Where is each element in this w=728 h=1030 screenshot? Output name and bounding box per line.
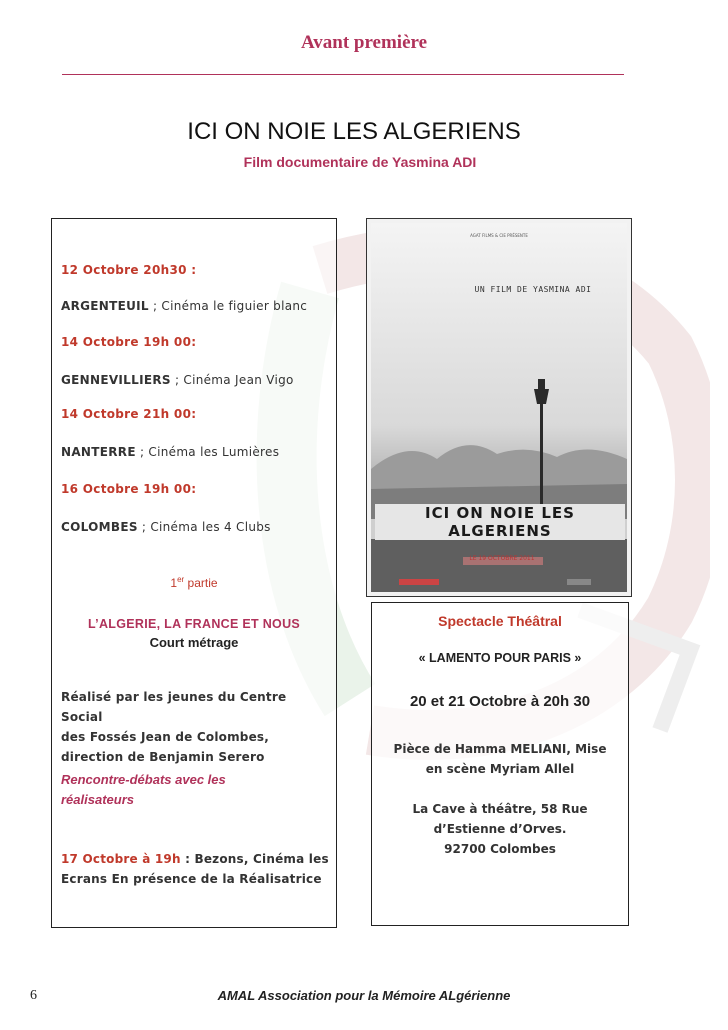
venue-line: d’Estienne d’Orves. [433, 822, 567, 836]
venue-line: La Cave à théâtre, 58 Rue [412, 802, 588, 816]
part-label [52, 575, 336, 590]
screening-place [61, 445, 279, 459]
author-line: en scène Myriam Allel [425, 762, 575, 776]
screening-place [61, 299, 307, 313]
screening-venue: ; Cinéma les 4 Clubs [137, 520, 271, 534]
screening-date: 14 Octobre 21h 00: [61, 407, 197, 421]
debate-line: Rencontre-débats avec les [61, 772, 226, 787]
author-line: Pièce de Hamma MELIANI, Mise [393, 742, 607, 756]
poster-graffiti: ICI ON NOIE LES ALGERIENS [375, 504, 625, 540]
screening-date: 16 Octobre 19h 00: [61, 482, 197, 496]
header-title: Avant première [300, 32, 428, 53]
footer-text: AMAL Association pour la Mémoire ALgérienne [217, 988, 511, 1003]
extra-screening-date: 17 Octobre à 19h [61, 852, 181, 866]
part-suffix: er [177, 575, 185, 584]
screenings-box [51, 218, 337, 928]
screening-date: 14 Octobre 19h 00: [61, 335, 197, 349]
extra-screening [61, 849, 333, 889]
part-text: partie [184, 576, 218, 590]
screening-place [61, 373, 294, 387]
page-number: 6 [30, 988, 37, 1003]
screening-city: GENNEVILLIERS [61, 373, 171, 387]
venue-line: 92700 Colombes [444, 842, 556, 856]
screening-date: 12 Octobre 20h30 : [61, 263, 197, 277]
header-divider [62, 74, 624, 75]
play-author [372, 739, 628, 779]
screening-city: ARGENTEUIL [61, 299, 149, 313]
extra-screening-note: Ecrans En présence de la Réalisatrice [61, 872, 322, 886]
poster-top-credit: AGAT FILMS & CIE PRÉSENTE [470, 233, 528, 238]
screening-city: COLOMBES [61, 520, 138, 534]
screening-place [61, 520, 271, 534]
short-film-subtitle: Court métrage [149, 635, 239, 650]
part-number: 1 [170, 576, 178, 590]
credits-line: des Fossés Jean de Colombes, [61, 730, 270, 744]
short-film-title: L’ALGERIE, LA FRANCE ET NOUS [87, 617, 301, 631]
theatre-box [371, 602, 629, 926]
credits-line: direction de Benjamin Serero [61, 750, 265, 764]
short-film-credits [61, 687, 331, 767]
film-poster [366, 218, 632, 597]
poster-director-line: UN FILM DE YASMINA ADI [474, 285, 592, 294]
film-title: ICI ON NOIE LES ALGERIENS [187, 118, 521, 145]
play-venue [372, 799, 628, 859]
extra-screening-venue: : Bezons, Cinéma les [180, 852, 329, 866]
play-title: « LAMENTO POUR PARIS » [418, 651, 582, 665]
film-subtitle: Film documentaire de Yasmina ADI [243, 154, 477, 170]
screening-venue: ; Cinéma les Lumières [135, 445, 280, 459]
debate-note [61, 770, 281, 810]
credits-line: Réalisé par les jeunes du Centre Social [61, 690, 287, 724]
debate-line: réalisateurs [61, 792, 134, 807]
theatre-title: Spectacle Théâtral [438, 613, 562, 629]
screening-venue: ; Cinéma le figuier blanc [148, 299, 308, 313]
play-dates: 20 et 21 Octobre à 20h 30 [409, 693, 591, 710]
screening-venue: ; Cinéma Jean Vigo [170, 373, 294, 387]
screening-city: NANTERRE [61, 445, 136, 459]
poster-release-date: LE 19 OCTOBRE 2011 [469, 555, 535, 562]
